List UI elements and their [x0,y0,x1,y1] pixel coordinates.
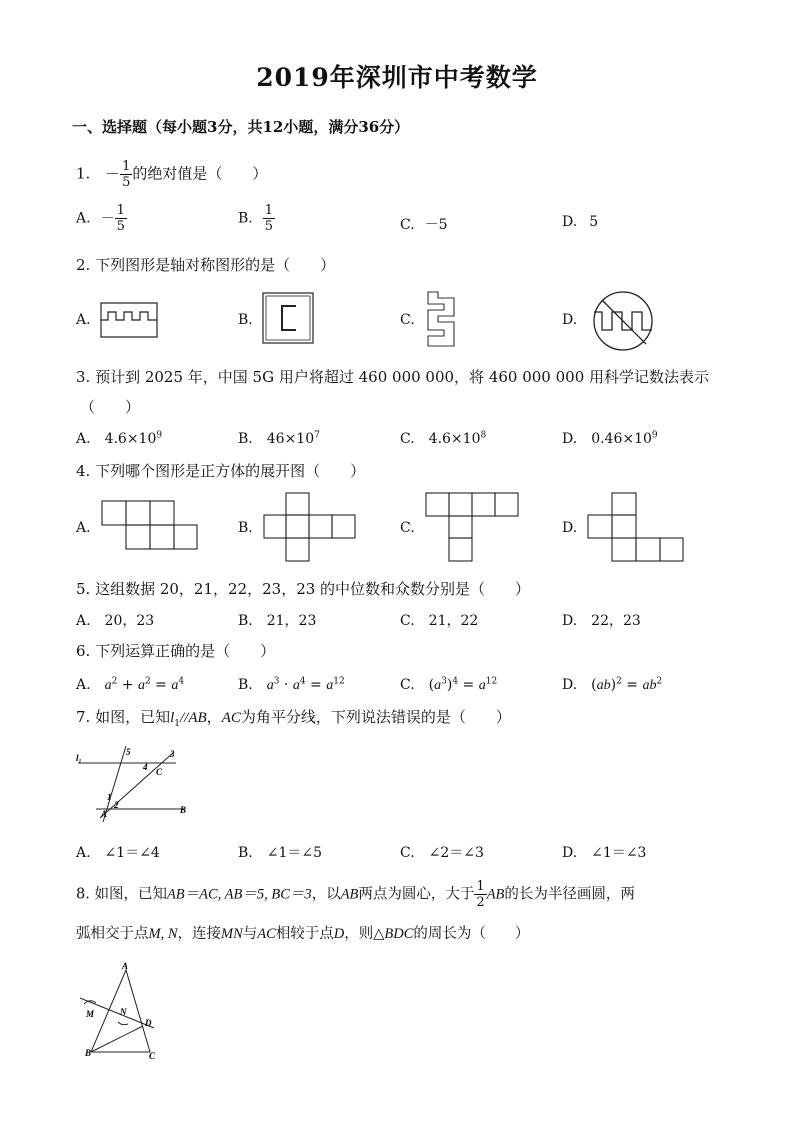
q6-option-c[interactable]: C. $(a^3)^4 = a^{12}$ [400,676,498,693]
q7-option-d[interactable]: D. ∠1＝∠3 [562,845,647,861]
question-2-text: 2. 下列图形是轴对称图形的是（ ） [76,256,336,274]
question-3-text: 3. 预计到 2025 年，中国 5G 用户将超过 460 000 000，将 460 000 000 用科学记数法表示 [76,368,710,386]
q2-figure-d [590,290,656,352]
q1-fraction: $\frac{1}{5}$ [122,159,131,190]
question-4-text: 4. 下列哪个图形是正方体的展开图（ ） [76,462,366,480]
question-6-text: 6. 下列运算正确的是（ ） [76,642,276,660]
q7-label-4: 4 [143,762,148,772]
q8-half-fraction: $\frac{1}{2}$ [476,879,485,910]
question-1: 1. － $\frac{1}{5}$ 的绝对值是（ ） [76,159,268,190]
q4-option-b-label[interactable]: B. [238,520,253,536]
question-8-line-1: 8. 如图，已知AB＝AC, AB＝5, BC＝3，以AB两点为圆心，大于 $\frac{1}{2}$ AB的长为半径画圆，两 [76,879,635,910]
question-3-paren: （ ） [80,398,141,416]
q7-figure [76,740,196,830]
question-8-line-2: 弧相交于点M, N，连接MN与AC相较于点D，则△BDC的周长为（ ） [76,926,530,942]
q8-label-a: A [122,961,129,971]
q4-figure-c [426,492,520,562]
page-title: 2019年深圳市中考数学 [256,63,538,92]
q8-label-m: M [86,1009,95,1019]
q4-figure-d [588,492,684,562]
q2-figure-c [426,290,458,348]
q2-option-a-label[interactable]: A. [76,312,91,328]
q3-option-b[interactable]: B. $46\times 10^7$ [238,430,320,447]
q6-option-a[interactable]: A. $a^2 + a^2 = a^4$ [76,676,185,693]
q3-option-c[interactable]: C. $4.6\times 10^8$ [400,430,487,447]
question-5-text: 5. 这组数据 20，21，22，23，23 的中位数和众数分别是（ ） [76,580,531,598]
q2-option-c-label[interactable]: C. [400,312,415,328]
q7-option-c[interactable]: C. ∠2＝∠3 [400,845,484,861]
q8-label-n: N [120,1007,127,1017]
q1-option-d[interactable]: D. 5 [562,214,599,230]
q4-option-d-label[interactable]: D. [562,520,578,536]
q3-option-a[interactable]: A. $4.6\times 10^9$ [76,430,163,447]
q3-option-d[interactable]: D. $0.46\times 10^9$ [562,430,658,447]
q2-figure-a [100,302,158,338]
q6-option-d[interactable]: D. $(ab)^2 = ab^2$ [562,676,663,693]
q5-option-c[interactable]: C. 21，22 [400,613,479,629]
q5-option-a[interactable]: A. 20，23 [76,613,155,629]
q1-option-a[interactable]: A. － $\frac{1}{5}$ [76,203,125,234]
q7-label-b: B [180,805,187,815]
q2-option-d-label[interactable]: D. [562,312,578,328]
q4-figure-a [102,500,198,550]
q7-label-3: 3 [170,749,175,759]
q8-label-d: D [145,1018,152,1028]
q1-option-b[interactable]: B. $\frac{1}{5}$ [238,203,274,234]
q7-option-b[interactable]: B. ∠1＝∠5 [238,845,323,861]
q4-figure-b [264,492,356,562]
q7-label-1: 1 [107,792,112,802]
q5-option-d[interactable]: D. 22，23 [562,613,641,629]
q4-option-c-label[interactable]: C. [400,520,415,536]
q8-figure [76,960,176,1060]
q1-option-c[interactable]: C. －5 [400,217,448,233]
q8-label-b: B [85,1048,92,1058]
q2-option-b-label[interactable]: B. [238,312,253,328]
q1-number: 1. [76,164,91,183]
q5-option-b[interactable]: B. 21，23 [238,613,317,629]
q7-option-a[interactable]: A. ∠1＝∠4 [76,845,160,861]
q8-label-c: C [149,1051,156,1061]
section-heading: 一、选择题（每小题3分，共12小题，满分36分） [72,118,410,136]
q2-figure-b [262,292,314,344]
q7-label-l1: l₁ [76,753,82,763]
question-7-text: 7. 如图，已知$l_1//AB$，AC为角平分线，下列说法错误的是（ ） [76,708,511,729]
q7-label-5: 5 [126,747,131,757]
q6-option-b[interactable]: B. $a^3 \cdot a^4 = a^{12}$ [238,676,345,693]
q4-option-a-label[interactable]: A. [76,520,91,536]
q7-label-a: A [101,809,108,819]
q7-label-2: 2 [114,800,119,810]
q1-text: 的绝对值是（ ） [132,164,268,183]
q7-label-c: C [156,767,163,777]
